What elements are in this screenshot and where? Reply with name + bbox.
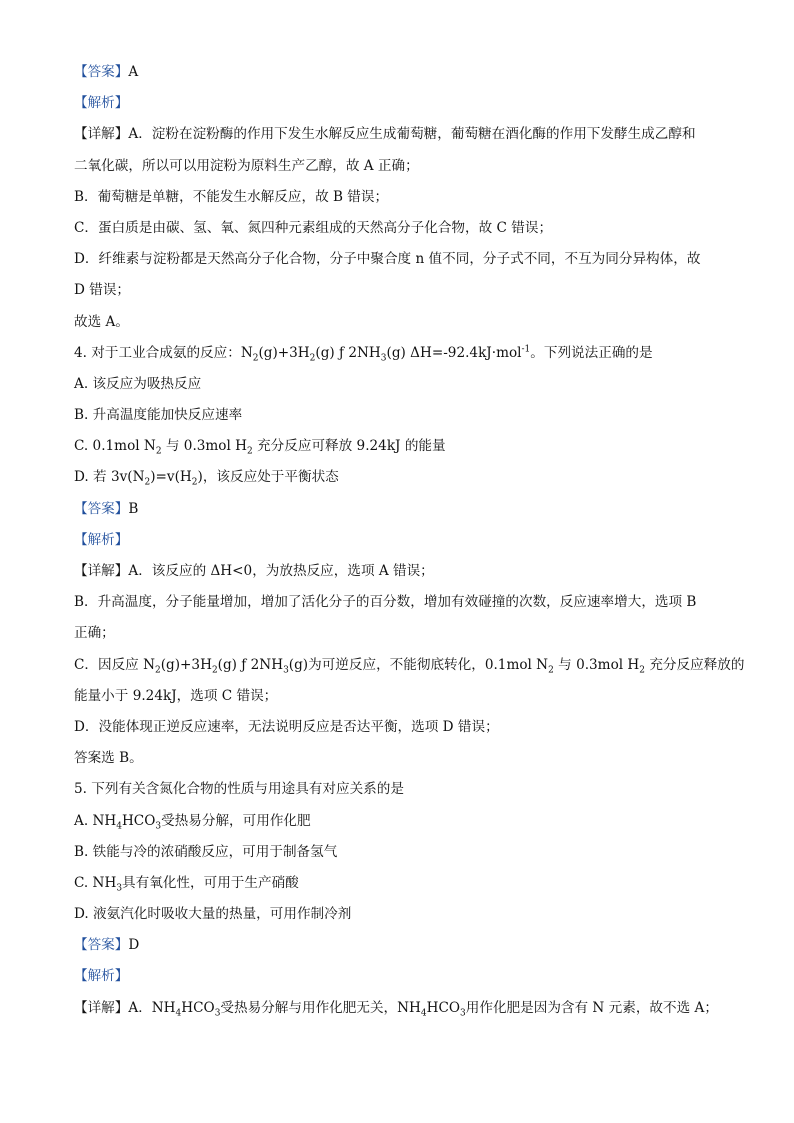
detail-text: D．没能体现正逆反应速率，无法说明反应是否达平衡，选项 D 错误； (74, 718, 499, 735)
q4-option-c (74, 436, 722, 456)
detail-text: (g)+3H (160, 656, 212, 673)
document-page (74, 62, 745, 1029)
detail-text: B．葡萄糖是单糖，不能发生水解反应，故 B 错误； (74, 188, 389, 205)
q3-line-b (74, 187, 722, 207)
q3-answer-line (74, 62, 722, 82)
detail-text: 与 0.3mol H (553, 656, 640, 673)
detail-text: A．NH (128, 999, 176, 1016)
option-text: 具有氧化性，可用于生产硝酸 (122, 874, 299, 891)
answer-tag: 【答案】 (74, 937, 129, 954)
option-text: D. 若 3v(N (74, 469, 145, 486)
detail-text: 用作化肥是因为含有 N 元素，故不选 A； (465, 999, 718, 1016)
q3-conclusion (74, 312, 722, 332)
q4-line-b-1 (74, 592, 722, 612)
detail-text: B．升高温度，分子能量增加，增加了活化分子的百分数，增加有效碰撞的次数，反应速率增大，选项 B (74, 594, 697, 611)
q4-stem-text: 4. 对于工业合成氨的反应：N (74, 344, 253, 361)
subscript: 3 (155, 821, 162, 832)
q5-option-a (74, 811, 722, 831)
subscript: 2 (191, 478, 198, 489)
detail-text: C．因反应 N (74, 656, 155, 673)
q3-analysis-line (74, 93, 722, 113)
subscript: 4 (175, 1008, 182, 1019)
subscript: 4 (116, 821, 122, 832)
q3-detail-line-2 (74, 156, 722, 176)
answer-value: B (128, 500, 139, 517)
detail-text: D 错误； (74, 282, 131, 299)
q5-option-b (74, 842, 722, 862)
subscript: 2 (252, 353, 259, 364)
option-text: 受热易分解，可用作化肥 (161, 812, 311, 829)
subscript: 3 (214, 1008, 221, 1019)
option-text: A. 该反应为吸热反应 (74, 375, 202, 392)
subscript: 2 (247, 446, 253, 457)
q5-option-d (74, 904, 722, 924)
q3-line-c (74, 218, 722, 238)
subscript: 2 (155, 665, 161, 676)
q4-conclusion (74, 748, 722, 768)
detail-text: (g)为可逆反应，不能彻底转化，0.1mol N (288, 656, 549, 673)
subscript: 4 (420, 1008, 427, 1019)
conclusion-text: 故选 A。 (74, 313, 129, 330)
q5-stem-text: 5. 下列有关含氮化合物的性质与用途具有对应关系的是 (74, 781, 404, 798)
option-text: A. NH (74, 812, 117, 829)
superscript: -1 (521, 344, 531, 355)
q5-analysis-line (74, 966, 722, 986)
subscript: 3 (283, 665, 289, 676)
analysis-tag: 【解析】 (74, 968, 129, 985)
detail-text: D．纤维素与淀粉都是天然高分子化合物，分子中聚合度 n 值不同，分子式不同，不互为同分异构体，故 (74, 251, 701, 268)
detail-text: HCO (181, 999, 215, 1016)
q4-detail-a (74, 561, 722, 581)
subscript: 2 (309, 353, 316, 364)
q4-stem-text: (g) ΔH=-92.4kJ·mol (386, 344, 522, 361)
q4-option-b (74, 405, 722, 425)
q4-stem-text: (g)+3H (258, 344, 310, 361)
subscript: 3 (116, 883, 123, 894)
option-text: )，该反应处于平衡状态 (197, 469, 339, 486)
q4-line-b-2 (74, 623, 722, 643)
q3-line-d-1 (74, 249, 722, 269)
option-text: B. 铁能与冷的浓硝酸反应，可用于制备氢气 (74, 843, 338, 860)
detail-text: HCO (426, 999, 461, 1016)
option-text: C. 0.1mol N (74, 438, 156, 455)
subscript: 2 (155, 446, 162, 457)
option-text: B. 升高温度能加快反应速率 (74, 407, 243, 424)
subscript: 3 (380, 353, 387, 364)
q5-answer-line (74, 935, 722, 955)
subscript: 2 (211, 665, 218, 676)
q4-line-d (74, 717, 722, 737)
analysis-tag: 【解析】 (74, 531, 129, 548)
detail-text: 正确； (74, 625, 115, 642)
q5-stem (74, 779, 722, 799)
q4-stem-text: (g) ƒ 2NH (315, 344, 381, 361)
detail-text: C．蛋白质是由碳、氢、氧、氮四种元素组成的天然高分子化合物，故 C 错误； (74, 219, 553, 236)
q4-option-d (74, 467, 722, 487)
answer-tag: 【答案】 (74, 64, 129, 80)
detail-tag: 【详解】 (74, 563, 129, 579)
q4-stem-text: 。下列说法正确的是 (530, 344, 653, 361)
detail-text: A．淀粉在淀粉酶的作用下发生水解反应生成葡萄糖，葡萄糖在酒化酶的作用下发酵生成乙醇和 (128, 126, 696, 143)
subscript: 2 (639, 665, 646, 676)
conclusion-text: 答案选 B。 (74, 750, 143, 767)
option-text: )=v(H (150, 469, 192, 486)
q4-line-c-1 (74, 655, 745, 676)
q4-analysis-line (74, 530, 722, 550)
q4-option-a (74, 374, 722, 394)
detail-text: (g) ƒ 2NH (217, 656, 284, 673)
detail-tag: 【详解】 (74, 126, 129, 143)
option-text: 充分反应可释放 9.24kJ 的能量 (252, 438, 446, 455)
detail-tag: 【详解】 (74, 999, 129, 1016)
analysis-tag: 【解析】 (74, 95, 129, 112)
option-text: 与 0.3mol H (161, 438, 248, 455)
q4-stem (74, 343, 722, 363)
subscript: 3 (460, 1008, 466, 1019)
q5-detail-a (74, 998, 722, 1018)
option-text: HCO (121, 812, 156, 829)
answer-value: A (128, 64, 139, 80)
detail-text: A．该反应的 ΔH<0，为放热反应，选项 A 错误； (128, 563, 434, 579)
subscript: 2 (144, 478, 151, 489)
option-text: C. NH (74, 874, 117, 891)
detail-text: 能量小于 9.24kJ，选项 C 错误； (74, 687, 278, 704)
detail-text: 受热易分解与用作化肥无关，NH (220, 999, 421, 1016)
option-text: D. 液氨汽化时吸收大量的热量，可用作制冷剂 (74, 906, 352, 923)
subscript: 2 (548, 665, 554, 676)
answer-tag: 【答案】 (74, 500, 129, 517)
q4-answer-line (74, 499, 722, 519)
q3-detail-line-1 (74, 124, 722, 144)
detail-text: 二氧化碳，所以可以用淀粉为原料生产乙醇，故 A 正确； (74, 157, 419, 174)
q3-line-d-2 (74, 280, 722, 300)
q4-line-c-2 (74, 686, 722, 706)
answer-value: D (128, 937, 140, 954)
q5-option-c (74, 873, 722, 893)
detail-text: 充分反应释放的 (645, 656, 745, 673)
